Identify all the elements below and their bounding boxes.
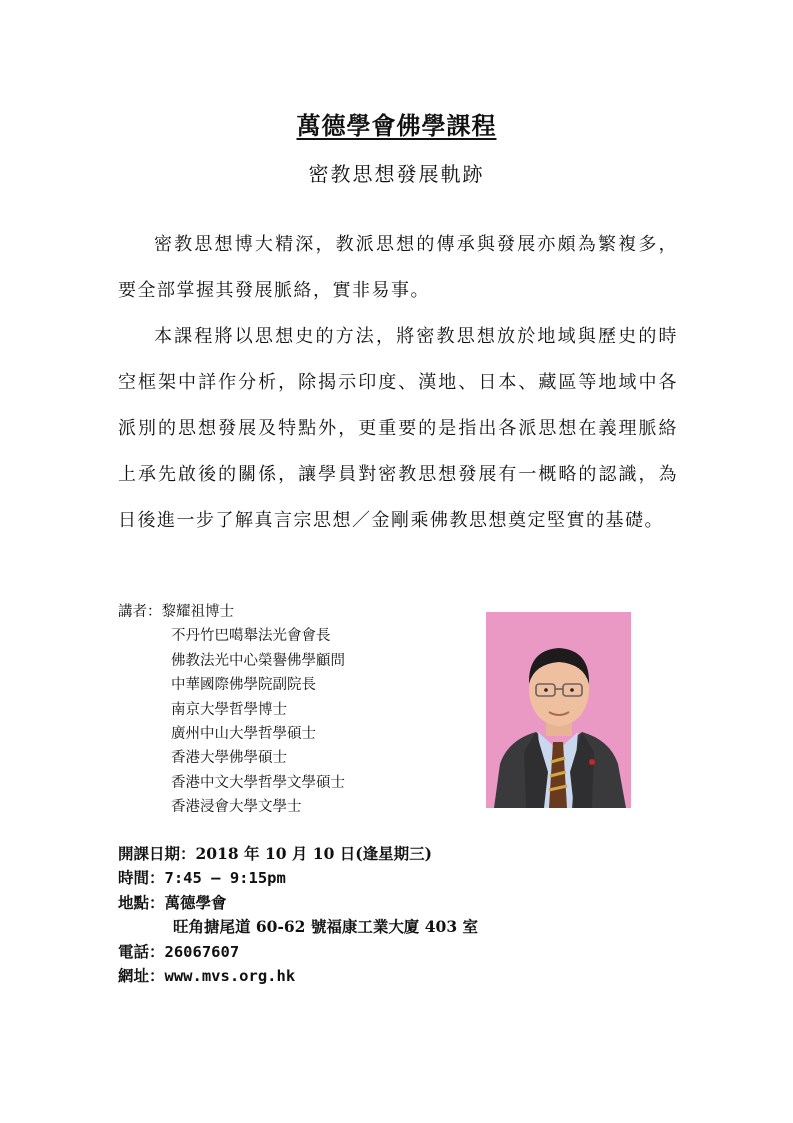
lecturer-credential: 佛教法光中心榮譽佛學顧問 [171,652,345,669]
venue-row [118,891,618,915]
start-date-label: 開課日期： [118,844,196,863]
website-label: 網址： [118,966,165,986]
course-subtitle: 密教思想發展軌跡 [308,162,485,186]
venue-address: 旺角搪尾道 60-62 號福康工業大廈 403 室 [173,917,479,937]
start-date-value: 2018 年 10 月 10 日(逢星期三) [195,844,432,863]
description-paragraph-2: 本課程將以思想史的方法，將密教思想放於地域與歷史的時空框架中詳作分析，除揭示印度、漢地、日本、藏區等地域中各派別的思想發展及特點外，更重要的是指出各派思想在義理脈絡上承先啟後的關係，讓學員對密教思想發展有一概略的認識，為日後進一步了解真言宗思想／金剛乘佛教思想奠定堅實的基礎。 [118,326,678,531]
website-row [118,964,618,988]
course-title: 萬德學會佛學課程 [296,111,497,140]
lecturer-heading [118,600,478,624]
portrait-illustration [486,612,631,808]
lecturer-name: 黎耀祖博士 [161,604,234,620]
lecturer-credential: 香港浸會大學文學士 [171,799,302,816]
start-date-row [118,842,618,866]
time-value: 7:45 – 9:15pm [164,869,286,888]
lecturer-credential: 中華國際佛學院副院長 [171,677,316,694]
website-link[interactable]: www.mvs.org.hk [164,967,296,986]
phone-value: 26067607 [164,942,240,961]
lecturer-label: 講者： [118,604,162,620]
lecturer-credential: 廣州中山大學哲學碩士 [171,726,316,743]
lecturer-credential: 南京大學哲學博士 [171,701,287,718]
lecturer-credential: 不丹竹巴噶舉法光會會長 [171,628,331,645]
course-description [118,222,678,544]
lecturer-credential: 香港中文大學哲學文學碩士 [171,774,345,791]
time-row [118,866,618,890]
phone-row [118,940,618,964]
time-label: 時間： [118,868,165,888]
lecturer-section [118,600,478,820]
venue-name: 萬德學會 [164,892,227,912]
lecturer-photo [486,612,631,808]
venue-label: 地點： [118,892,165,912]
phone-label: 電話： [118,941,165,961]
description-paragraph-1: 密教思想博大精深，教派思想的傳承與發展亦頗為繁複多，要全部掌握其發展脈絡，實非易事。 [118,234,678,301]
lecturer-credential: 香港大學佛學碩士 [171,750,287,767]
course-info [118,842,618,988]
